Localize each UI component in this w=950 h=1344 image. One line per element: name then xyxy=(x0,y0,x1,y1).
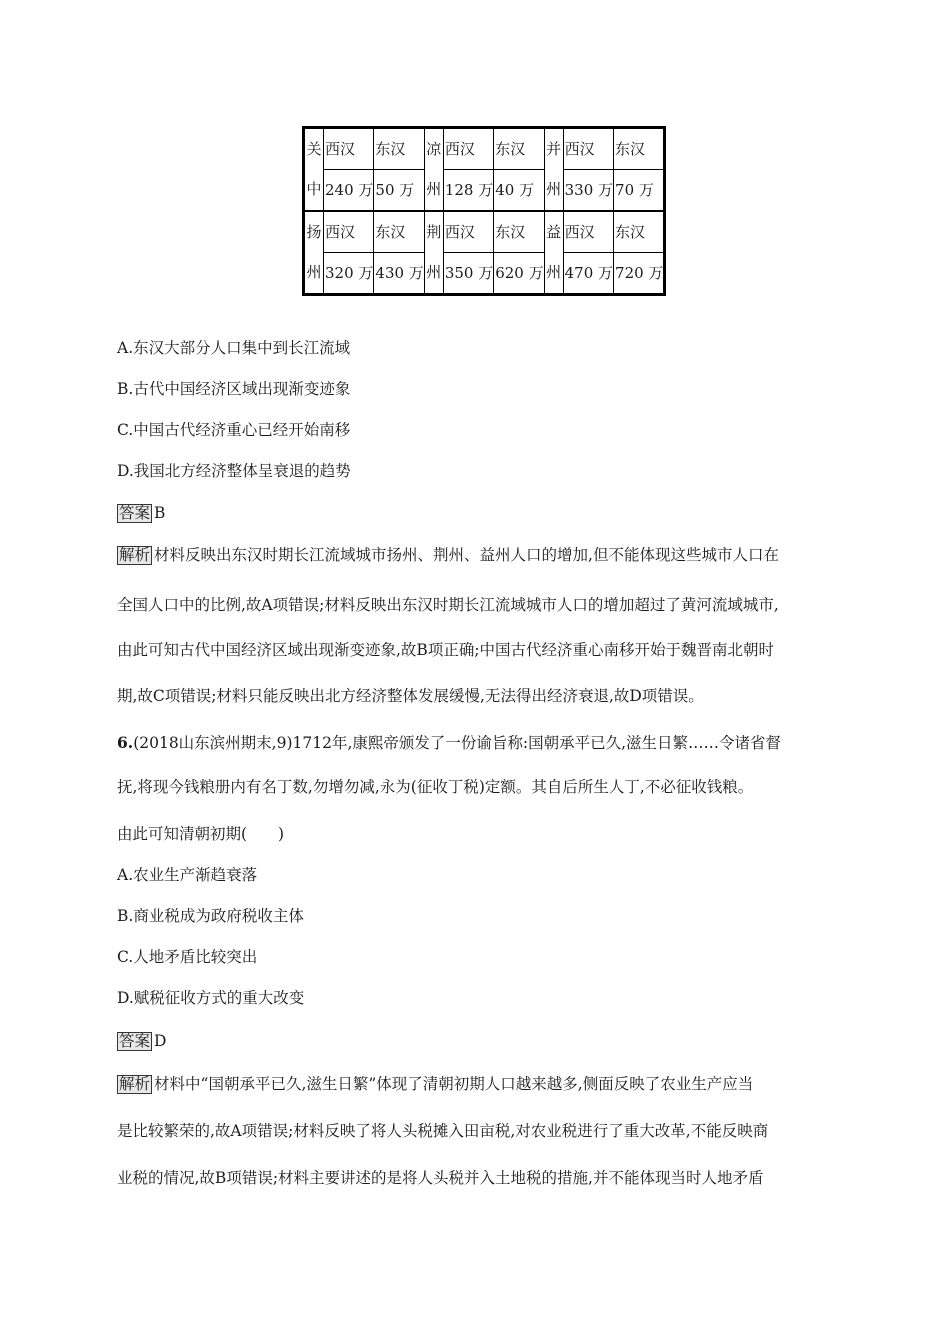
table-row xyxy=(304,128,665,170)
population-cell: 320 万 xyxy=(324,253,374,295)
population-cell: 西汉 xyxy=(324,128,374,170)
region-char-cell: 扬 xyxy=(304,211,324,253)
q5-answer xyxy=(117,504,165,523)
region-char-cell: 州 xyxy=(544,253,563,295)
population-cell: 西汉 xyxy=(563,128,613,170)
region-char-cell: 州 xyxy=(424,170,443,212)
answer-value: D xyxy=(154,1032,167,1050)
region-char-cell: 益 xyxy=(544,211,563,253)
q6-option-a: A.农业生产渐趋衰落 xyxy=(117,866,258,884)
population-cell: 720 万 xyxy=(614,253,665,295)
q6-analysis-line-1 xyxy=(117,1075,753,1094)
analysis-text: 材料反映出东汉时期长江流域城市扬州、荆州、益州人口的增加,但不能体现这些城市人口在 xyxy=(154,546,779,564)
q6-analysis-line-3: 业税的情况,故B项错误;材料主要讲述的是将人头税并入土地税的措施,并不能体现当时人地矛盾 xyxy=(117,1169,764,1187)
population-cell: 西汉 xyxy=(324,211,374,253)
q6-analysis-line-2: 是比较繁荣的,故A项错误;材料反映了将人头税摊入田亩税,对农业税进行了重大改革,不能反映商 xyxy=(117,1122,769,1140)
population-table xyxy=(302,126,666,296)
region-char-cell: 州 xyxy=(424,253,443,295)
region-char-cell: 州 xyxy=(544,170,563,212)
population-cell: 东汉 xyxy=(374,211,424,253)
region-char-cell: 州 xyxy=(304,253,324,295)
q6-option-c: C.人地矛盾比较突出 xyxy=(117,948,258,966)
population-cell: 50 万 xyxy=(374,170,424,212)
answer-value: B xyxy=(154,504,166,522)
table-row xyxy=(304,211,665,253)
population-cell: 40 万 xyxy=(494,170,544,212)
q6-stem-line-2: 抚,将现今钱粮册内有名丁数,勿增勿减,永为(征收丁税)定额。其自后所生人丁,不必征收钱粮。 xyxy=(117,778,754,796)
region-char-cell: 关 xyxy=(304,128,324,170)
population-cell: 东汉 xyxy=(494,211,544,253)
q5-analysis-line-4: 期,故C项错误;材料只能反映出北方经济整体发展缓慢,无法得出经济衰退,故D项错误。 xyxy=(117,687,704,705)
population-cell: 470 万 xyxy=(563,253,613,295)
q5-option-a: A.东汉大部分人口集中到长江流域 xyxy=(117,339,351,357)
population-cell: 西汉 xyxy=(443,211,493,253)
population-cell: 350 万 xyxy=(443,253,493,295)
population-cell: 东汉 xyxy=(614,211,665,253)
analysis-tag: 解析 xyxy=(119,546,151,564)
population-cell: 620 万 xyxy=(494,253,544,295)
answer-tag: 答案 xyxy=(119,504,151,522)
region-char-cell: 并 xyxy=(544,128,563,170)
population-cell: 330 万 xyxy=(563,170,613,212)
q5-option-c: C.中国古代经济重心已经开始南移 xyxy=(117,421,351,439)
q6-answer xyxy=(117,1032,166,1051)
region-char-cell: 荆 xyxy=(424,211,443,253)
q6-option-d: D.赋税征收方式的重大改变 xyxy=(117,989,305,1007)
q6-stem-line-3: 由此可知清朝初期( ) xyxy=(117,825,285,843)
population-cell: 东汉 xyxy=(374,128,424,170)
answer-tag: 答案 xyxy=(119,1032,151,1050)
population-cell: 70 万 xyxy=(614,170,665,212)
question-number: 6. xyxy=(117,733,134,752)
region-char-cell: 中 xyxy=(304,170,324,212)
analysis-text: 材料中“国朝承平已久,滋生日繁”体现了清朝初期人口越来越多,侧面反映了农业生产应当 xyxy=(154,1075,754,1093)
region-char-cell: 凉 xyxy=(424,128,443,170)
population-cell: 西汉 xyxy=(563,211,613,253)
q5-analysis-line-1 xyxy=(117,546,779,565)
population-cell: 西汉 xyxy=(443,128,493,170)
q5-option-b: B.古代中国经济区域出现渐变迹象 xyxy=(117,380,351,398)
analysis-tag: 解析 xyxy=(119,1075,151,1093)
q6-stem-line-1 xyxy=(117,735,781,752)
q5-analysis-line-3: 由此可知古代中国经济区域出现渐变迹象,故B项正确;中国古代经济重心南移开始于魏晋南北朝时 xyxy=(117,641,775,659)
stem-text: (2018山东滨州期末,9)1712年,康熙帝颁发了一份谕旨称:国朝承平已久,滋生日繁……令诸省督 xyxy=(133,734,782,752)
population-cell: 东汉 xyxy=(494,128,544,170)
population-cell: 128 万 xyxy=(443,170,493,212)
q6-option-b: B.商业税成为政府税收主体 xyxy=(117,907,304,925)
q5-option-d: D.我国北方经济整体呈衰退的趋势 xyxy=(117,462,351,480)
q5-analysis-line-2: 全国人口中的比例,故A项错误;材料反映出东汉时期长江流域城市人口的增加超过了黄河流域城市, xyxy=(117,596,779,614)
table-row xyxy=(304,170,665,212)
population-cell: 240 万 xyxy=(324,170,374,212)
population-cell: 东汉 xyxy=(614,128,665,170)
table-row xyxy=(304,253,665,295)
population-cell: 430 万 xyxy=(374,253,424,295)
